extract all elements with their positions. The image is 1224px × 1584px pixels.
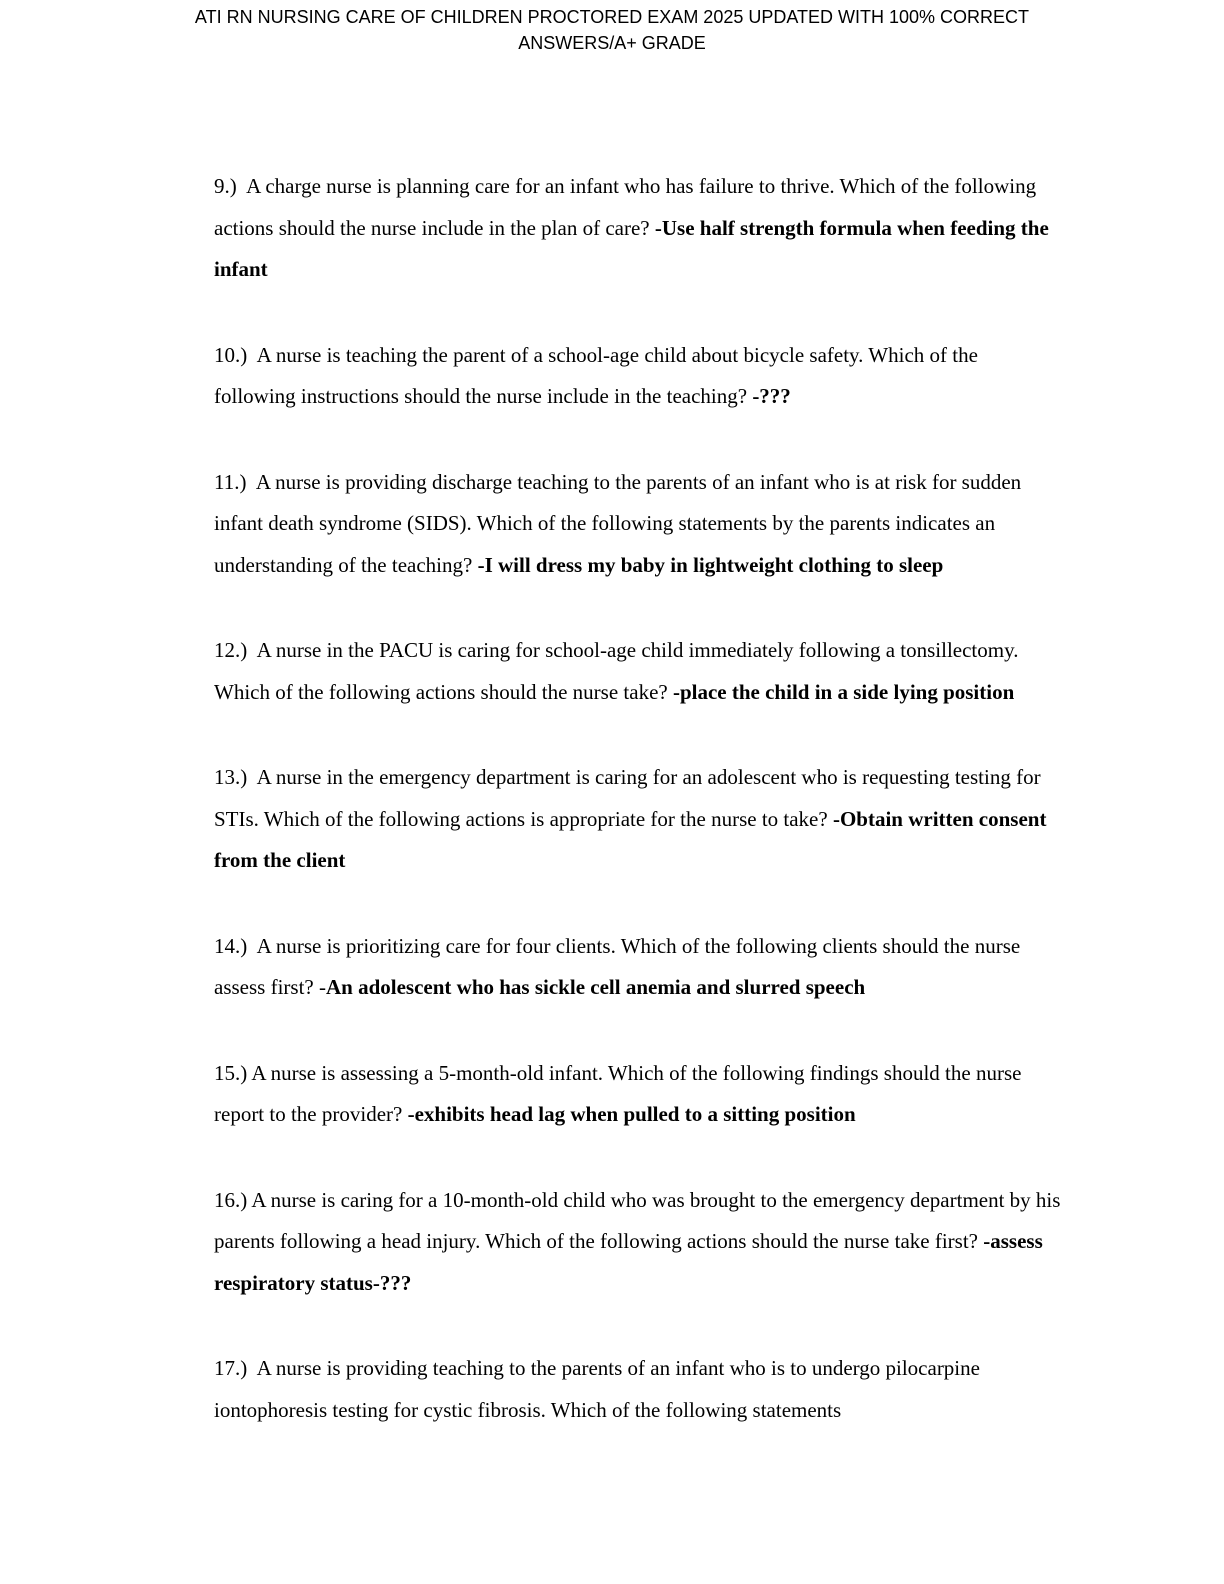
question-answer: -exhibits head lag when pulled to a sitting position — [407, 1102, 856, 1126]
question-12 — [214, 630, 1064, 713]
question-15 — [214, 1053, 1064, 1136]
header-line-2: ANSWERS/A+ GRADE — [518, 33, 706, 53]
question-text: A nurse is caring for a 10-month-old child who was brought to the emergency department by his parents following a head injury. Which of the following actions should the nurse take first? — [214, 1187, 1061, 1253]
question-answer: -Use half strength formula when feeding the infant — [214, 215, 1049, 281]
question-number: 13.) — [214, 765, 248, 789]
question-list — [214, 166, 1064, 1475]
question-10 — [214, 335, 1064, 418]
question-text: A nurse is teaching the parent of a school-age child about bicycle safety. Which of the following instructions should the nurse include in the teaching? — [214, 342, 978, 408]
question-number: 17.) — [214, 1356, 248, 1380]
question-text: A nurse is assessing a 5-month-old infant. Which of the following findings should the nurse report to the provider? — [214, 1060, 1022, 1126]
document-header — [0, 4, 1224, 56]
question-text: A nurse is providing teaching to the parents of an infant who is to undergo pilocarpine iontophoresis testing for cystic fibrosis. Which of the following statements — [214, 1356, 980, 1422]
question-number: 10.) — [214, 342, 248, 367]
question-number: 11.) — [214, 469, 247, 494]
header-line-1: ATI RN NURSING CARE OF CHILDREN PROCTORED EXAM 2025 UPDATED WITH 100% CORRECT — [194, 7, 1030, 27]
question-text: A nurse in the emergency department is caring for an adolescent who is requesting testing for STIs. Which of the following actions is appropriate for the nurse to take? — [214, 765, 1041, 831]
question-text: A nurse is providing discharge teaching to the parents of an infant who is at risk for sudden infant death syndrome (SIDS). Which of the following statements by the parents indicates an understanding of the teaching? — [214, 469, 1022, 577]
question-text: A charge nurse is planning care for an infant who has failure to thrive. Which of the following actions should the nurse include in the plan of care? — [214, 174, 1037, 240]
question-answer: -??? — [752, 384, 791, 408]
question-17 — [214, 1348, 1064, 1431]
question-9 — [214, 166, 1064, 291]
question-answer: -Obtain written consent from the client — [214, 806, 1047, 872]
question-number: 14.) — [214, 933, 248, 958]
question-16 — [214, 1180, 1064, 1305]
question-answer: An adolescent who has sickle cell anemia and slurred speech — [325, 975, 866, 999]
question-14 — [214, 926, 1064, 1009]
question-answer: -I will dress my baby in lightweight clothing to sleep — [477, 552, 944, 577]
question-13 — [214, 757, 1064, 882]
question-text: A nurse in the PACU is caring for school-age child immediately following a tonsillectomy. Which of the following actions should the nurse take? — [214, 638, 1019, 704]
question-11 — [214, 462, 1064, 587]
question-number: 12.) — [214, 638, 248, 662]
question-text: A nurse is prioritizing care for four clients. Which of the following clients should the nurse assess first? - — [214, 933, 1021, 999]
question-answer: -assess respiratory status-??? — [214, 1229, 1043, 1295]
question-number: 16.) — [214, 1187, 248, 1212]
question-number: 9.) — [214, 174, 237, 198]
question-number: 15.) — [214, 1060, 248, 1085]
question-answer: -place the child in a side lying position — [672, 679, 1015, 704]
